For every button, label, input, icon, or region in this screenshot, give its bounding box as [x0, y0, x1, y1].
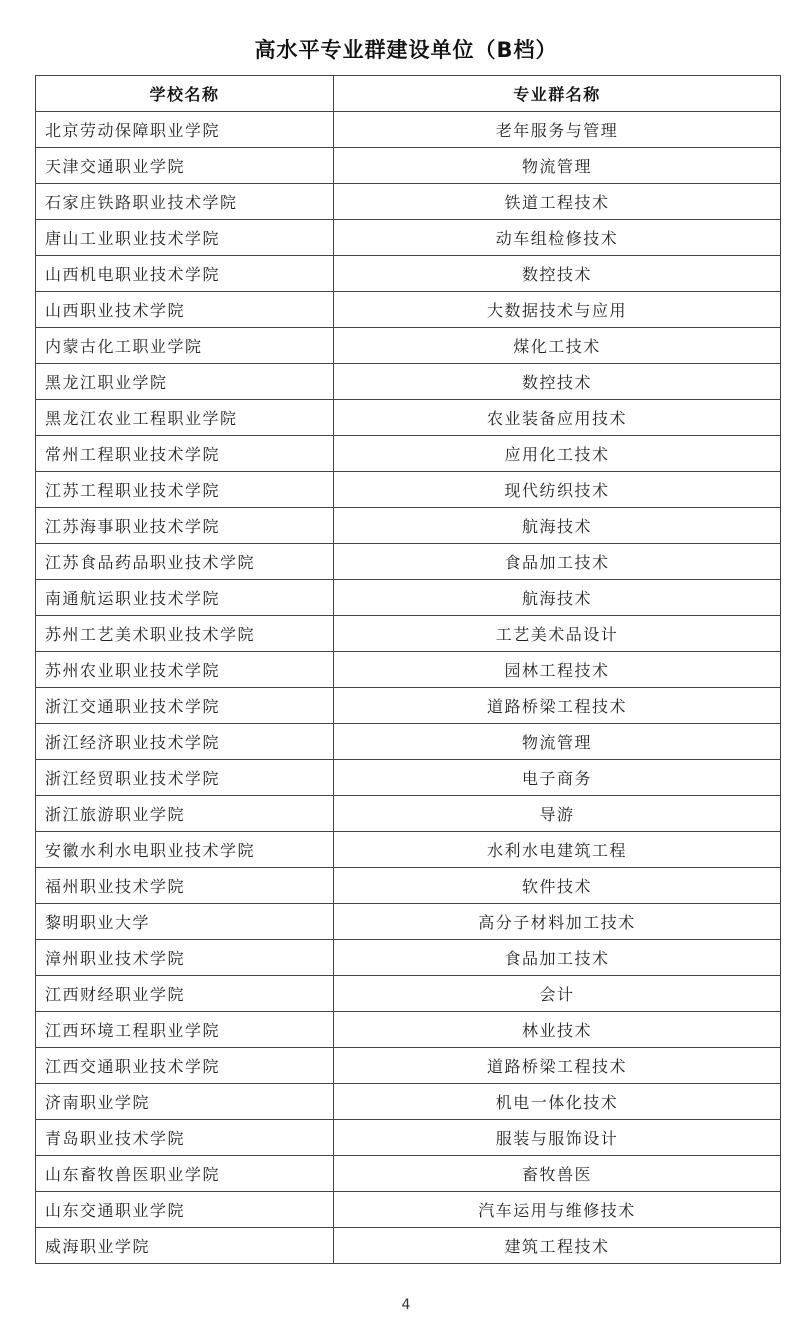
school-name-cell: 浙江交通职业技术学院	[36, 688, 334, 724]
table-row	[36, 544, 781, 580]
table-row	[36, 1120, 781, 1156]
page-number: 4	[401, 1297, 411, 1313]
table-row	[36, 652, 781, 688]
school-name-cell: 常州工程职业技术学院	[36, 436, 334, 472]
specialty-group-cell: 煤化工技术	[334, 328, 781, 364]
table-row	[36, 976, 781, 1012]
table-row	[36, 256, 781, 292]
table-row	[36, 580, 781, 616]
table-row	[36, 832, 781, 868]
school-name-cell: 黑龙江农业工程职业学院	[36, 400, 334, 436]
specialty-group-cell: 现代纺织技术	[334, 472, 781, 508]
specialty-group-cell: 食品加工技术	[334, 544, 781, 580]
school-name-cell: 济南职业学院	[36, 1084, 334, 1120]
school-name-cell: 黑龙江职业学院	[36, 364, 334, 400]
specialty-group-cell: 道路桥梁工程技术	[334, 1048, 781, 1084]
specialty-group-cell: 电子商务	[334, 760, 781, 796]
table-row	[36, 400, 781, 436]
school-name-cell: 江西财经职业学院	[36, 976, 334, 1012]
specialty-group-cell: 工艺美术品设计	[334, 616, 781, 652]
school-name-cell: 山东畜牧兽医职业学院	[36, 1156, 334, 1192]
school-name-cell: 内蒙古化工职业学院	[36, 328, 334, 364]
table-row	[36, 940, 781, 976]
school-name-cell: 山西机电职业技术学院	[36, 256, 334, 292]
table-row	[36, 472, 781, 508]
specialty-group-cell: 畜牧兽医	[334, 1156, 781, 1192]
specialty-group-cell: 农业装备应用技术	[334, 400, 781, 436]
school-name-cell: 唐山工业职业技术学院	[36, 220, 334, 256]
table-row	[36, 508, 781, 544]
school-name-cell: 浙江经济职业技术学院	[36, 724, 334, 760]
specialty-group-cell: 导游	[334, 796, 781, 832]
column-header-school: 学校名称	[36, 76, 334, 112]
table-row	[36, 364, 781, 400]
specialty-group-cell: 林业技术	[334, 1012, 781, 1048]
table-row	[36, 616, 781, 652]
specialty-group-cell: 机电一体化技术	[334, 1084, 781, 1120]
table-row	[36, 328, 781, 364]
school-name-cell: 天津交通职业学院	[36, 148, 334, 184]
table-row	[36, 760, 781, 796]
school-name-cell: 浙江经贸职业技术学院	[36, 760, 334, 796]
school-name-cell: 漳州职业技术学院	[36, 940, 334, 976]
column-header-group: 专业群名称	[334, 76, 781, 112]
table-row	[36, 1084, 781, 1120]
table-row	[36, 1048, 781, 1084]
specialty-group-cell: 应用化工技术	[334, 436, 781, 472]
table-row	[36, 220, 781, 256]
specialty-group-cell: 数控技术	[334, 256, 781, 292]
table-row	[36, 1228, 781, 1264]
table-row	[36, 112, 781, 148]
table-row	[36, 688, 781, 724]
specialty-group-cell: 汽车运用与维修技术	[334, 1192, 781, 1228]
school-name-cell: 山东交通职业学院	[36, 1192, 334, 1228]
table-row	[36, 1156, 781, 1192]
table-row	[36, 148, 781, 184]
specialty-group-cell: 道路桥梁工程技术	[334, 688, 781, 724]
table-row	[36, 1012, 781, 1048]
school-name-cell: 江西环境工程职业学院	[36, 1012, 334, 1048]
school-name-cell: 苏州农业职业技术学院	[36, 652, 334, 688]
specialty-group-cell: 园林工程技术	[334, 652, 781, 688]
school-name-cell: 威海职业学院	[36, 1228, 334, 1264]
school-name-cell: 浙江旅游职业学院	[36, 796, 334, 832]
school-name-cell: 福州职业技术学院	[36, 868, 334, 904]
specialty-group-cell: 食品加工技术	[334, 940, 781, 976]
page-title: 高水平专业群建设单位（B档）	[254, 38, 558, 62]
specialty-group-cell: 高分子材料加工技术	[334, 904, 781, 940]
school-name-cell: 江苏海事职业技术学院	[36, 508, 334, 544]
school-name-cell: 青岛职业技术学院	[36, 1120, 334, 1156]
specialty-group-cell: 铁道工程技术	[334, 184, 781, 220]
specialty-group-cell: 服装与服饰设计	[334, 1120, 781, 1156]
specialty-group-cell: 会计	[334, 976, 781, 1012]
specialty-group-cell: 动车组检修技术	[334, 220, 781, 256]
specialty-group-cell: 航海技术	[334, 508, 781, 544]
school-name-cell: 安徽水利水电职业技术学院	[36, 832, 334, 868]
school-name-cell: 苏州工艺美术职业技术学院	[36, 616, 334, 652]
table-row	[36, 724, 781, 760]
table-row	[36, 1192, 781, 1228]
specialty-group-cell: 水利水电建筑工程	[334, 832, 781, 868]
specialty-group-cell: 建筑工程技术	[334, 1228, 781, 1264]
specialty-group-cell: 航海技术	[334, 580, 781, 616]
specialty-group-cell: 物流管理	[334, 724, 781, 760]
school-name-cell: 石家庄铁路职业技术学院	[36, 184, 334, 220]
table-row	[36, 184, 781, 220]
school-name-cell: 黎明职业大学	[36, 904, 334, 940]
specialty-group-cell: 软件技术	[334, 868, 781, 904]
table-row	[36, 436, 781, 472]
school-name-cell: 江苏食品药品职业技术学院	[36, 544, 334, 580]
school-name-cell: 山西职业技术学院	[36, 292, 334, 328]
table-row	[36, 796, 781, 832]
specialty-group-cell: 数控技术	[334, 364, 781, 400]
specialty-group-cell: 老年服务与管理	[334, 112, 781, 148]
table-row	[36, 904, 781, 940]
specialty-group-cell: 物流管理	[334, 148, 781, 184]
units-table	[35, 75, 781, 1264]
specialty-group-cell: 大数据技术与应用	[334, 292, 781, 328]
table-header-row	[36, 76, 781, 112]
school-name-cell: 南通航运职业技术学院	[36, 580, 334, 616]
table-row	[36, 868, 781, 904]
school-name-cell: 江西交通职业技术学院	[36, 1048, 334, 1084]
school-name-cell: 北京劳动保障职业学院	[36, 112, 334, 148]
school-name-cell: 江苏工程职业技术学院	[36, 472, 334, 508]
table-row	[36, 292, 781, 328]
